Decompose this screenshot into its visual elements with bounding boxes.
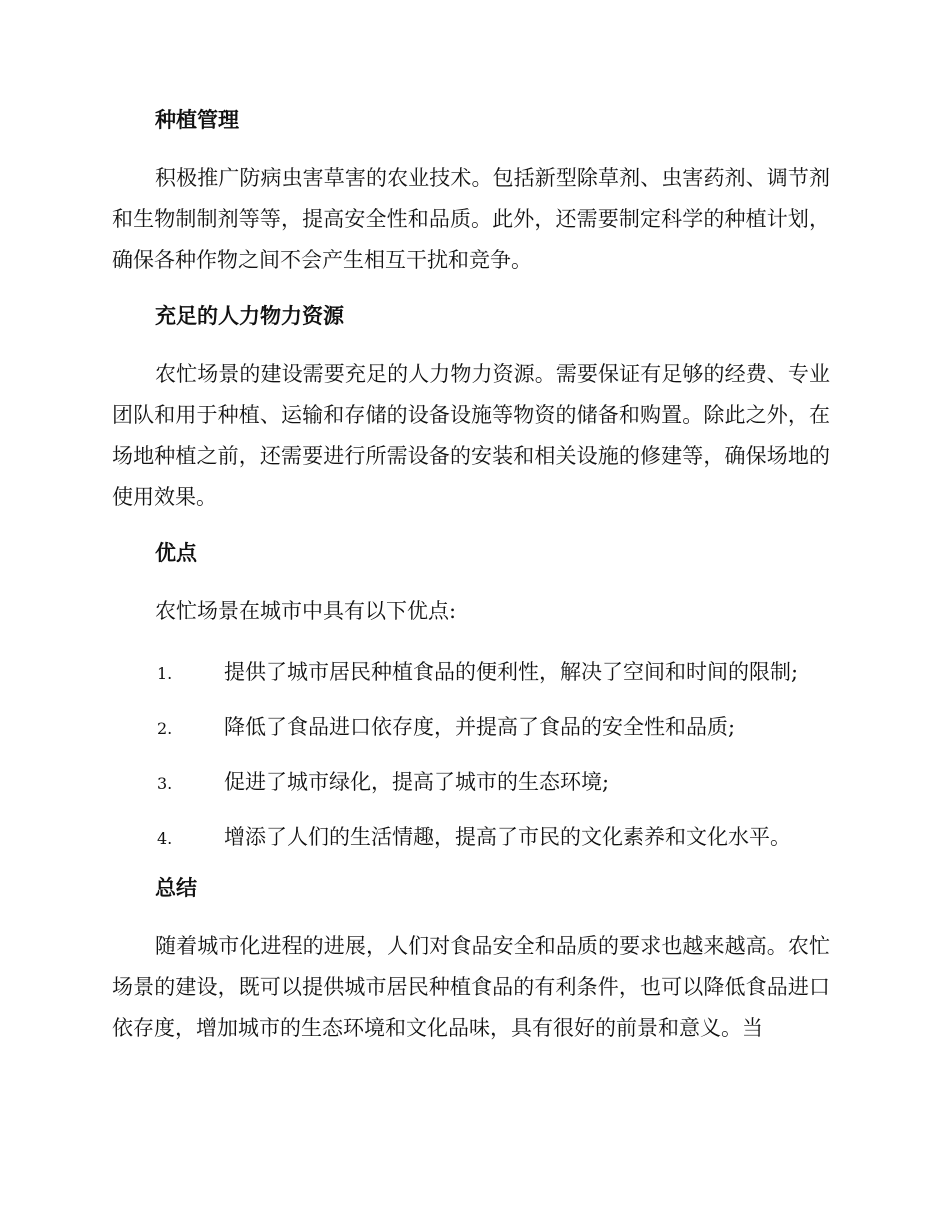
list-item-number: 4. [157, 829, 173, 848]
section-paragraph-resources: 农忙场景的建设需要充足的人力物力资源。需要保证有足够的经费、专业团队和用于种植、运输和存储的设备设施等物资的储备和购置。除此之外，在场地种植之前，还需要进行所需设备的安装和相关设施的修建等，确保场地的使用效果。 [112, 362, 830, 509]
section-paragraph-advantages-intro: 农忙场景在城市中具有以下优点: [155, 599, 457, 623]
section-paragraph-summary: 随着城市化进程的进展，人们对食品安全和品质的要求也越来越高。农忙场景的建设，既可以提供城市居民种植食品的有利条件，也可以降低食品进口依存度，增加城市的生态环境和文化品味，具有很好的前景和意义。当 [112, 934, 830, 1040]
list-item-text: 降低了食品进口依存度，并提高了食品的安全性和品质; [224, 715, 736, 739]
section-heading-summary: 总结 [155, 876, 197, 900]
list-item [112, 762, 830, 804]
list-item-text: 增添了人们的生活情趣，提高了市民的文化素养和文化水平。 [224, 825, 791, 849]
list-item [112, 652, 830, 694]
section-heading-planting-management: 种植管理 [155, 108, 239, 132]
advantages-list [112, 652, 830, 859]
list-item-number: 2. [157, 719, 173, 738]
section-paragraph-planting-management: 积极推广防病虫害草害的农业技术。包括新型除草剂、虫害药剂、调节剂和生物制制剂等等，提高安全性和品质。此外，还需要制定科学的种植计划，确保各种作物之间不会产生相互干扰和竞争。 [112, 166, 830, 272]
document-body [112, 105, 830, 1069]
list-item-text: 促进了城市绿化，提高了城市的生态环境; [224, 770, 610, 794]
list-item-number: 3. [157, 774, 173, 793]
list-item [112, 817, 830, 859]
section-heading-resources: 充足的人力物力资源 [155, 304, 344, 328]
list-item-text: 提供了城市居民种植食品的便利性，解决了空间和时间的限制; [224, 660, 799, 684]
list-item-number: 1. [157, 664, 173, 683]
section-heading-advantages: 优点 [155, 541, 197, 565]
list-item [112, 707, 830, 749]
